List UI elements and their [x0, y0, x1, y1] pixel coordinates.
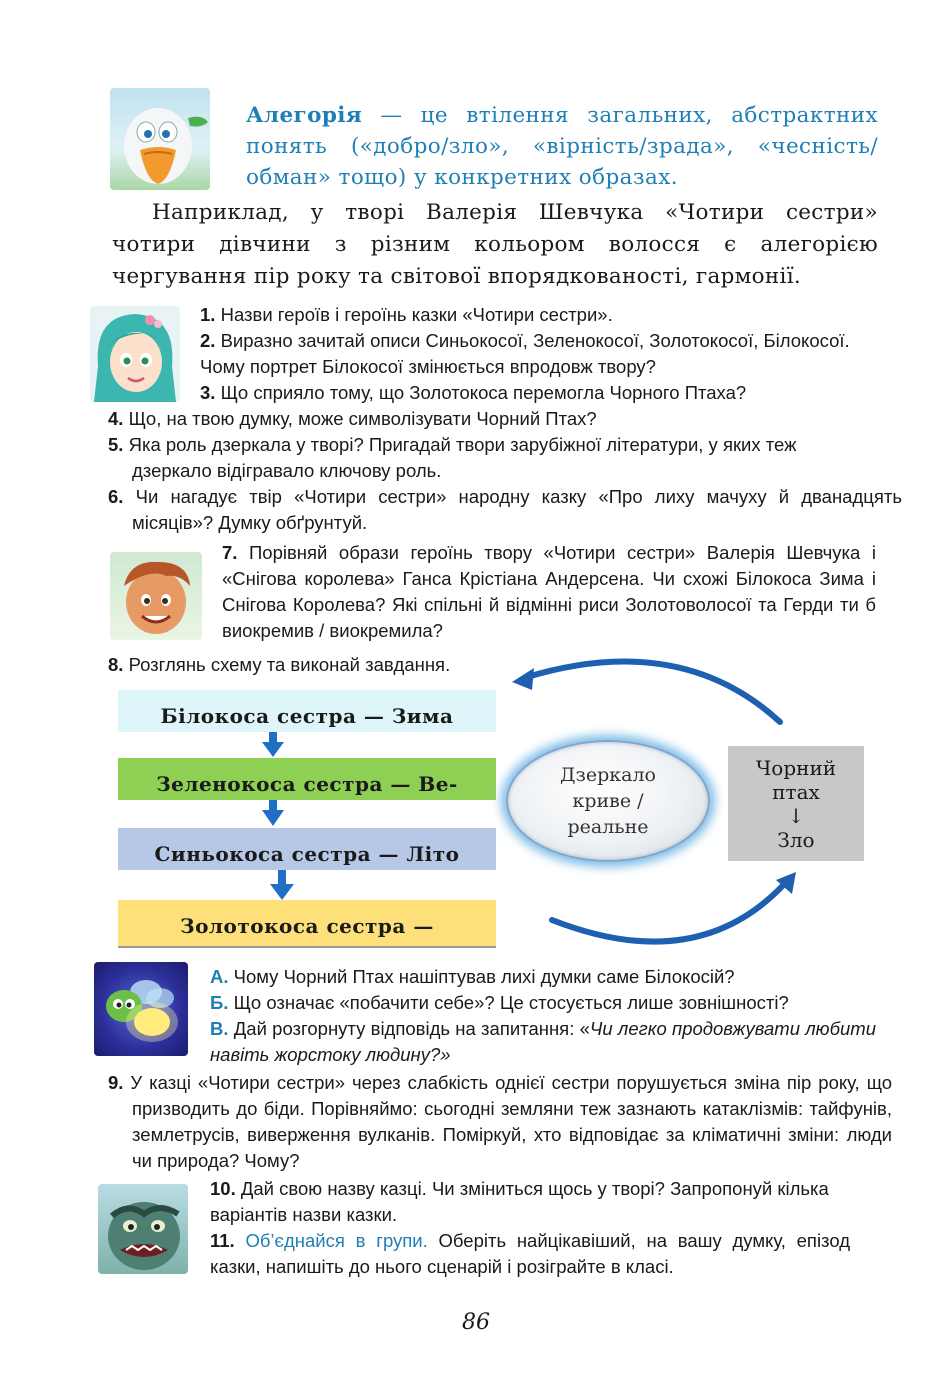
question-6: 6. Чи нагадує твір «Чотири сестри» народну казку «Про лиху мачуху й дванадцять місяців»? Думку обґрунтуй.: [108, 486, 902, 533]
mirror-label: Дзеркало криве / реальне: [560, 764, 656, 838]
black-bird-illustration: [98, 1184, 188, 1274]
question-a: А. Чому Чорний Птах нашіптував лихі думки саме Білокосій?: [210, 966, 735, 987]
definition-text: — це втілення загальних, абстрактних понять («добро/зло», «вірність/зрада», «чесність/обман» тощо) у конкретних образах.: [246, 103, 878, 190]
troll-icon: [98, 1184, 188, 1274]
question-7: 7. Порівняй образи героїнь твору «Чотири сестри» Валерія Шевчука і «Снігова королева» Ганса Крістіана Андерсена. Чи схожі Білокоса Зима і Снігова Королева? Які спільні й відмінні риси Золотоволосої та Герди ти б виокремив / виокремила?: [222, 542, 876, 641]
question-9: 9. У казці «Чотири сестри» через слабкість однієї сестри порушується зміна пір року, що призводить до біди. Порівняймо: сьогодні земляни теж зазнають катаклізмів: тайфунів, землетрусів, виверження вулканів. Поміркуй, хто відповідає за кліматичні зміни: люди чи природа? Чому?: [108, 1072, 892, 1171]
black-bird-box: Чорний птах ↓ Зло: [728, 746, 864, 861]
example-paragraph: [112, 197, 878, 293]
question-11: 11. Об’єднайся в групи. Оберіть найцікавіший, на вашу думку, епізод казки, напишіть до нього сценарій і розіграйте в класі.: [210, 1230, 851, 1277]
page-number: 86: [462, 1310, 490, 1335]
boy-icon: [110, 552, 202, 640]
down-arrow-icon: [262, 800, 284, 826]
question-b: Б. Що означає «побачити себе»? Це стосується лише зовнішності?: [210, 992, 789, 1013]
question-3: 3. Що сприяло тому, що Золотокоса перемогла Чорного Птаха?: [200, 382, 747, 403]
example-text: Наприклад, у творі Валерія Шевчука «Чотири сестри» чотири дівчини з різним кольором волосся є алегорією чергування пір року та світової впорядкованості, гармонії.: [112, 200, 878, 289]
season-box-winter: Білокоса сестра — Зима: [118, 690, 496, 732]
question-8: 8. Розглянь схему та виконай завдання.: [108, 654, 451, 675]
question-c: В. Дай розгорнуту відповідь на запитання: «Чи легко продовжувати любити навіть жорстоку людину?»: [210, 1018, 876, 1065]
curved-arrow-bottom-icon: [552, 872, 796, 942]
down-arrow-icon: ↓: [787, 804, 805, 828]
goose-illustration: [110, 88, 210, 190]
down-arrow-icon: [270, 870, 294, 900]
question-4: 4. Що, на твою думку, може символізувати Чорний Птах?: [108, 408, 597, 429]
question-2: 2. Виразно зачитай описи Синьокосої, Зеленокосої, Золотокосої, Білокосої. Чому портрет Білокосої змінюється впродовж твору?: [200, 330, 850, 377]
definition-term: Алегорія: [246, 103, 363, 128]
season-box-summer: Синьокоса сестра — Літо: [118, 828, 496, 870]
question-1: 1. Назви героїв і героїнь казки «Чотири сестри».: [200, 304, 613, 325]
season-box-autumn: Золотокоса сестра —: [118, 900, 496, 948]
blue-hair-girl-illustration: [90, 306, 180, 402]
question-5: 5. Яка роль дзеркала у творі? Пригадай твори зарубіжної літератури, у яких теж дзеркало відігравало ключову роль.: [108, 434, 797, 481]
firefly-illustration: [94, 962, 188, 1056]
firefly-icon: [94, 962, 188, 1056]
goose-icon: [110, 88, 210, 190]
allegory-definition: [246, 100, 878, 193]
down-arrow-icon: [262, 732, 284, 757]
boy-illustration: [110, 552, 202, 640]
season-box-spring: Зеленокоса сестра — Ве-: [118, 758, 496, 800]
question-10: 10. Дай свою назву казці. Чи зміниться щось у творі? Запропонуй кілька варіантів назви казки.: [210, 1178, 829, 1225]
girl-icon: [90, 306, 180, 402]
